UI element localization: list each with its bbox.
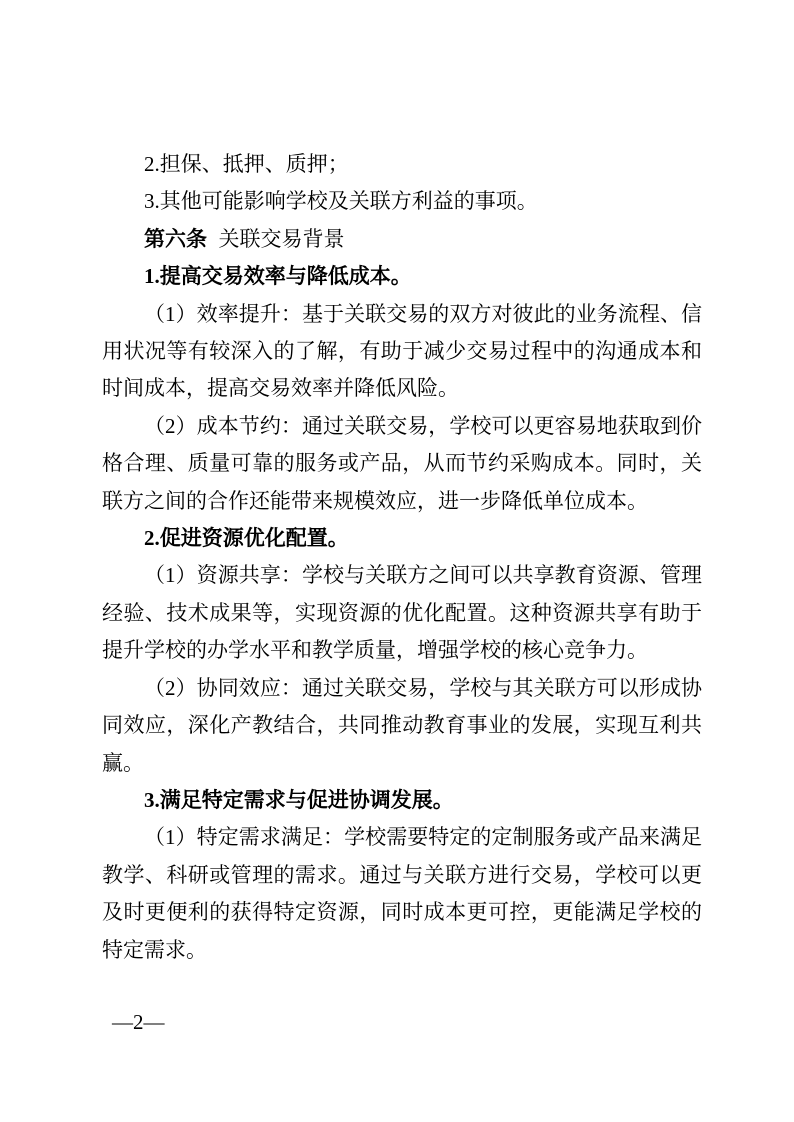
paragraph-resource-sharing: （1）资源共享：学校与关联方之间可以共享教育资源、管理经验、技术成果等，实现资源的优化配置。这种资源共享有助于提升学校的办学水平和教学质量，增强学校的核心竞争力。	[102, 563, 702, 663]
document-body	[102, 146, 702, 969]
paragraph-efficiency: （1）效率提升：基于关联交易的双方对彼此的业务流程、信用状况等有较深入的了解，有助于减少交易过程中的沟通成本和时间成本，提高交易效率并降低风险。	[102, 301, 702, 401]
section-heading-3: 3.满足特定需求与促进协调发展。	[144, 787, 454, 812]
paragraph-specific-needs: （1）特定需求满足：学校需要特定的定制服务或产品来满足教学、科研或管理的需求。通过与关联方进行交易，学校可以更及时更便利的获得特定资源，同时成本更可控，更能满足学校的特定需求。	[102, 825, 702, 962]
list-item-guarantee: 2.担保、抵押、质押；	[144, 152, 349, 176]
page-number: —2—	[112, 1010, 165, 1034]
paragraph-synergy: （2）协同效应：通过关联交易，学校与其关联方可以形成协同效应，深化产教结合，共同推动教育事业的发展，实现互利共赢。	[102, 675, 702, 775]
article-title: 关联交易背景	[218, 226, 345, 251]
list-item-other-matters: 3.其他可能影响学校及关联方利益的事项。	[144, 189, 538, 214]
article-number: 第六条	[144, 226, 207, 251]
article-heading	[102, 221, 702, 258]
paragraph-cost-saving: （2）成本节约：通过关联交易，学校可以更容易地获取到价格合理、质量可靠的服务或产品，从而节约采购成本。同时，关联方之间的合作还能带来规模效应，进一步降低单位成本。	[102, 413, 702, 513]
section-heading-2: 2.促进资源优化配置。	[144, 526, 349, 551]
section-heading-1: 1.提高交易效率与降低成本。	[144, 264, 412, 289]
